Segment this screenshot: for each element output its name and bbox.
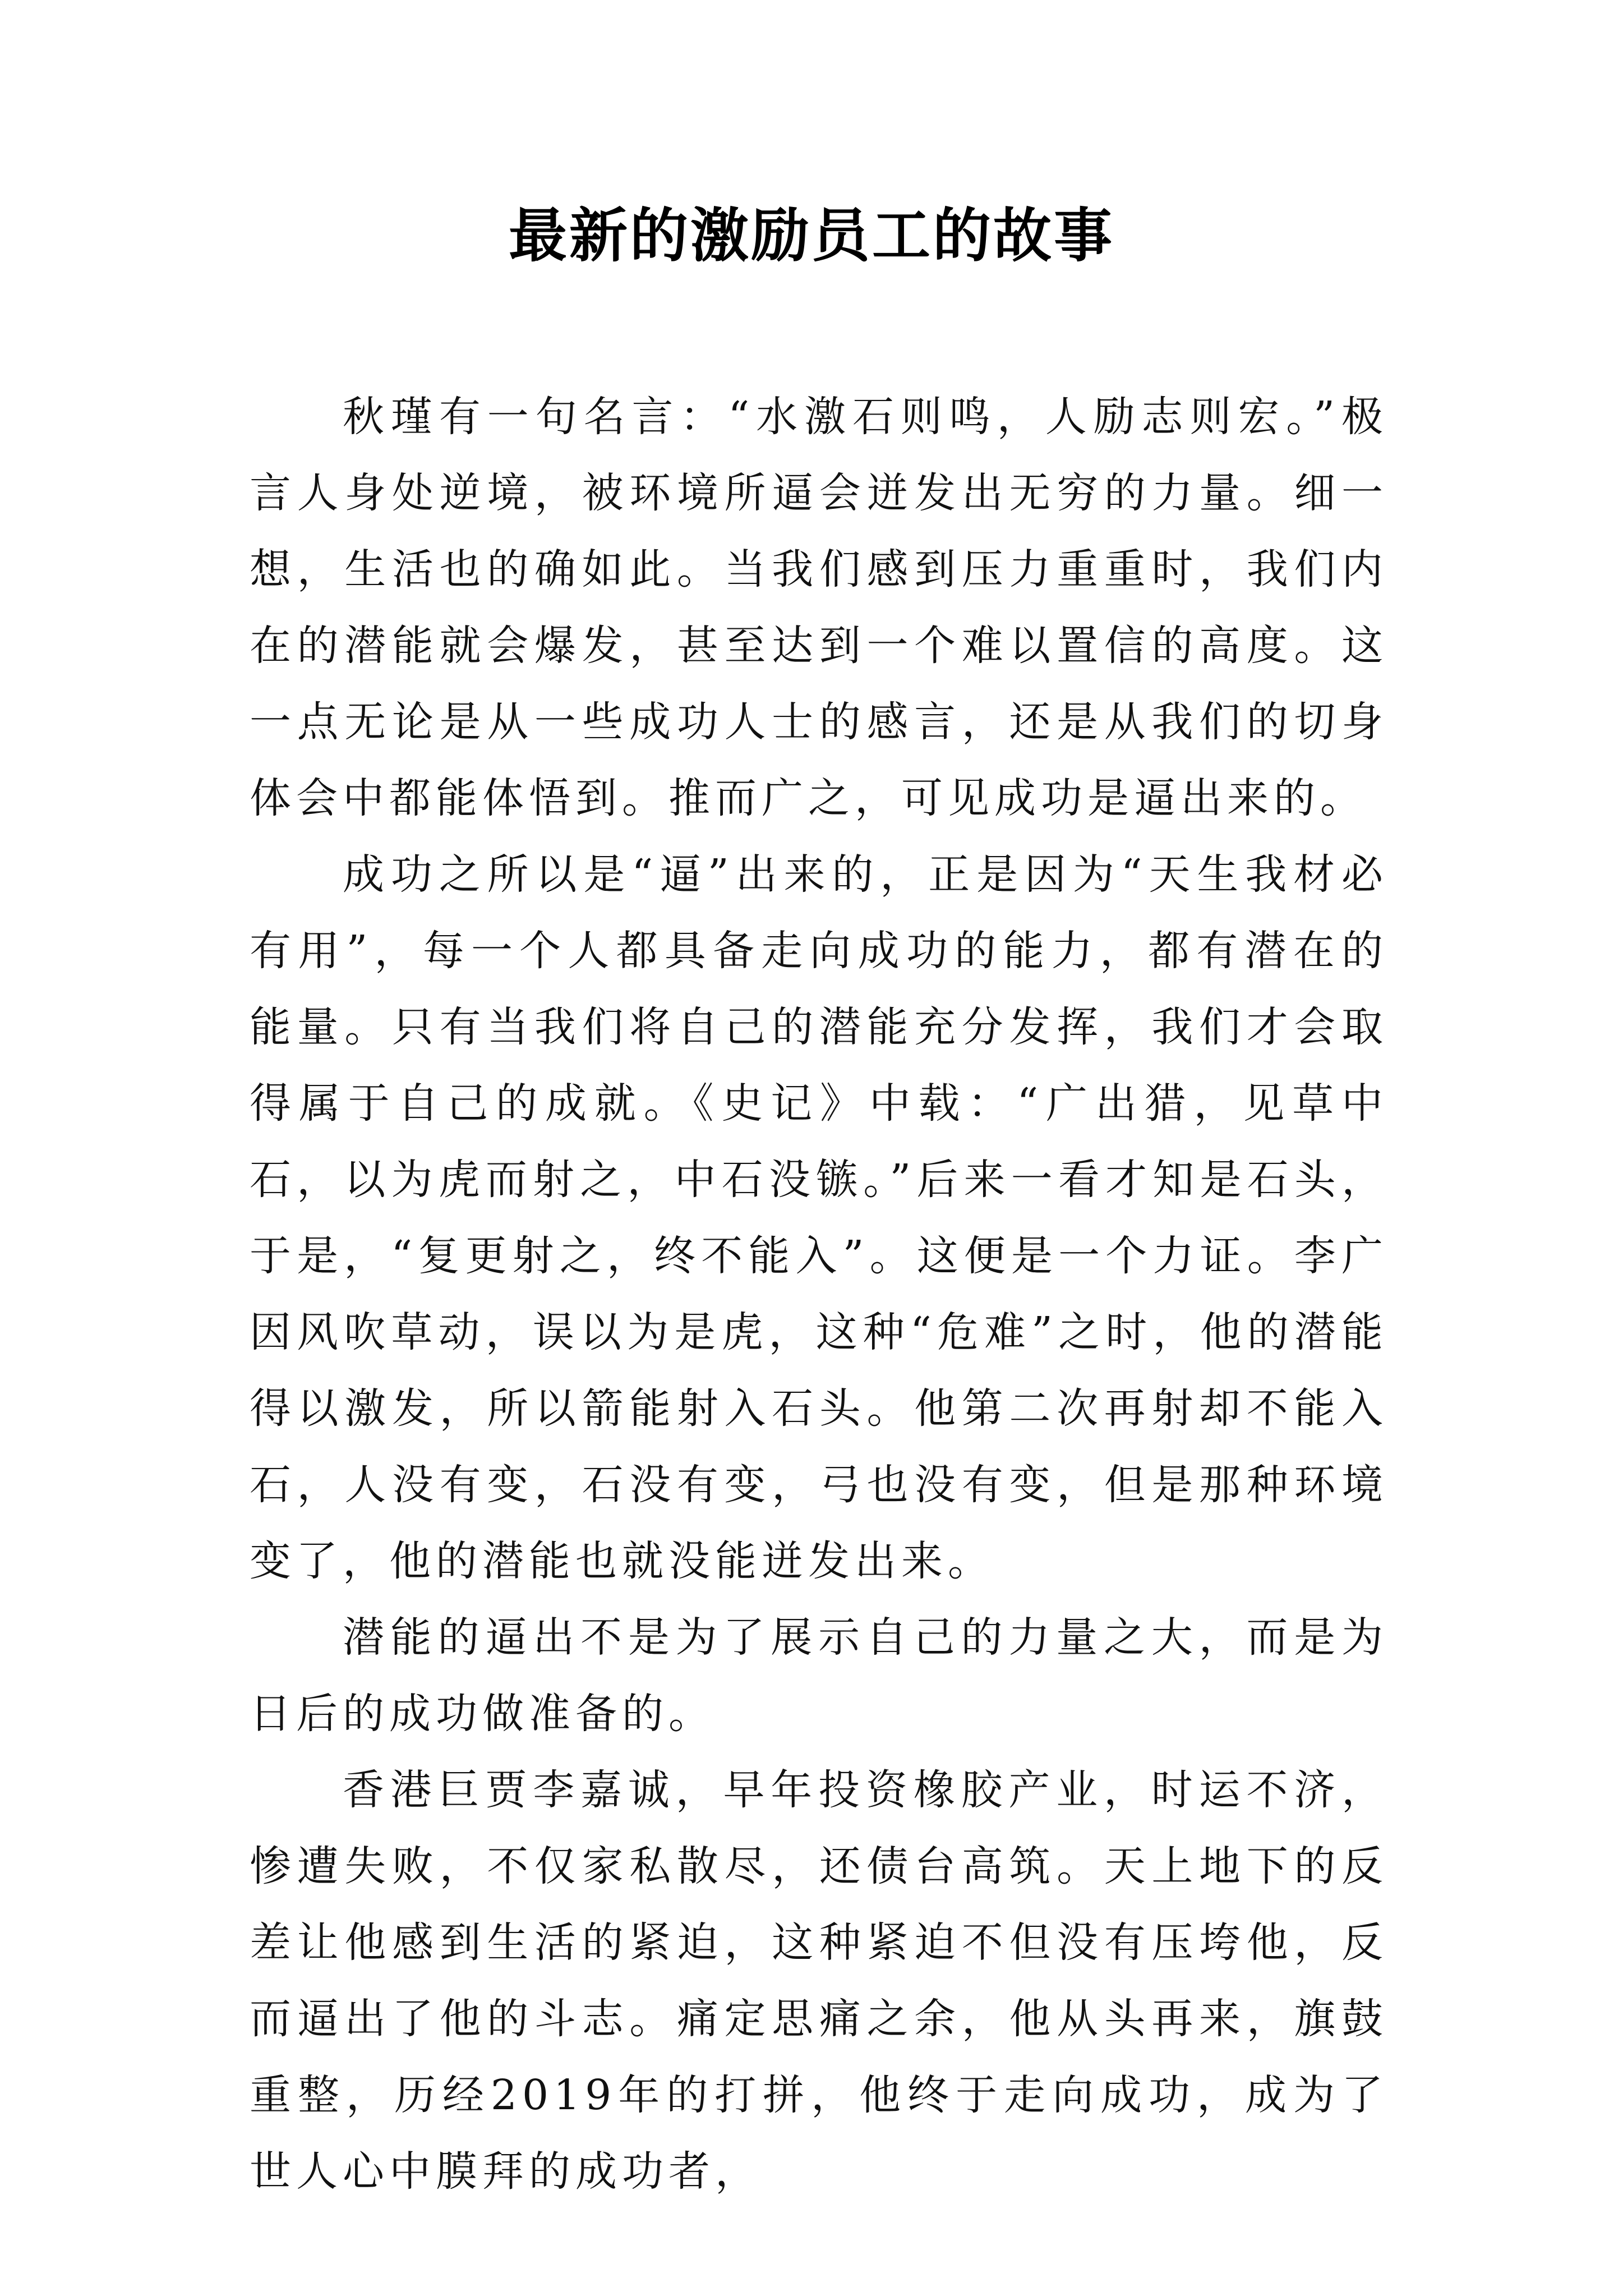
page-title: 最新的激励员工的故事 [508,201,1114,270]
paragraph-4: 香港巨贾李嘉诚，早年投资橡胶产业，时运不济，惨遭失败，不仅家私散尽，还债台高筑。天上地下的反差让他感到生活的紧迫，这种紧迫不但没有压垮他，反而逼出了他的斗志。痛定思痛之余，他从头再来，旗鼓重整，历经2019年的打拼，他终于走向成功，成为了世人心中膜拜的成功者， [250,1766,1388,2196]
paragraph-1: 秋瑾有一句名言：“水激石则鸣，人励志则宏。”极言人身处逆境，被环境所逼会迸发出无穷的力量。细一想，生活也的确如此。当我们感到压力重重时，我们内在的潜能就会爆发，甚至达到一个难以置信的高度。这一点无论是从一些成功人士的感言，还是从我们的切身体会中都能体悟到。推而广之，可见成功是逼出来的。 [250,393,1388,822]
paragraph-3: 潜能的逼出不是为了展示自己的力量之大，而是为日后的成功做准备的。 [250,1613,1388,1738]
article-body [250,379,1388,2210]
paragraph-2: 成功之所以是“逼”出来的，正是因为“天生我材必有用”，每一个人都具备走向成功的能力，都有潜在的能量。只有当我们将自己的潜能充分发挥，我们才会取得属于自己的成就。《史记》中载：“广出猎，见草中石，以为虎而射之，中石没镞。”后来一看才知是石头，于是，“复更射之，终不能入”。这便是一个力证。李广因风吹草动，误以为是虎，这种“危难”之时，他的潜能得以激发，所以箭能射入石头。他第二次再射却不能入石，人没有变，石没有变，弓也没有变，但是那种环境变了，他的潜能也就没能迸发出来。 [250,850,1388,1585]
